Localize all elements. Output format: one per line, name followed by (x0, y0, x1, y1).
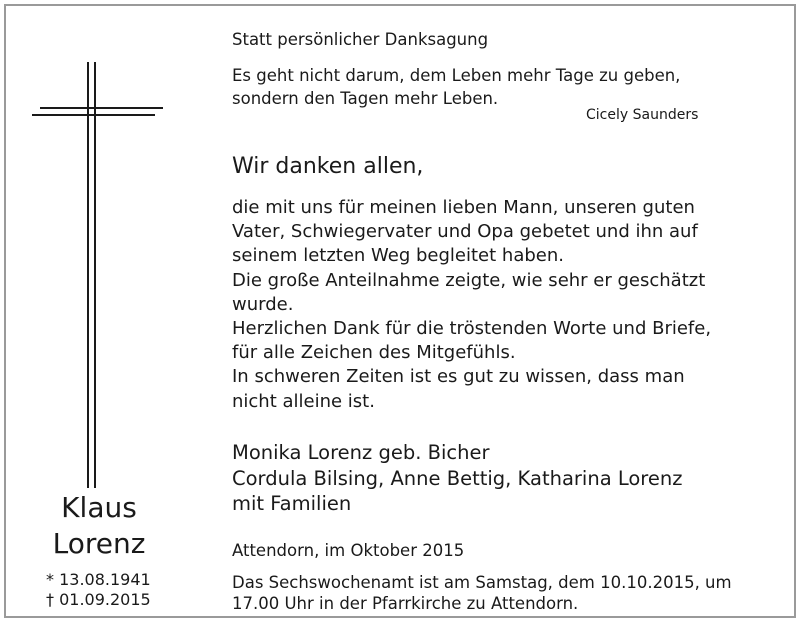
intro-heading: Statt persönlicher Danksagung (232, 30, 489, 49)
obituary-frame (4, 4, 796, 618)
quote-line: sondern den Tagen mehr Leben. (232, 89, 499, 108)
notice-line: 17.00 Uhr in der Pfarrkirche zu Attendorn. (232, 594, 579, 613)
thanks-line: In schweren Zeiten ist es gut zu wissen, dass man (232, 366, 685, 388)
cross-vertical-line (87, 62, 89, 488)
signer-line-2: Cordula Bilsing, Anne Bettig, Katharina Lorenz (232, 466, 683, 490)
signer-line-3: mit Familien (232, 492, 352, 515)
thanks-text (232, 196, 711, 414)
death-date: † 01.09.2015 (46, 590, 151, 609)
signer-widow-name: Monika Lorenz (232, 441, 373, 464)
birth-date: * 13.08.1941 (46, 570, 151, 589)
thanks-line: seinem letzten Weg begleitet haben. (232, 245, 564, 267)
quote-author: Cicely Saunders (586, 107, 699, 123)
thanks-line: die mit uns für meinen lieben Mann, unseren guten (232, 197, 695, 218)
signer-line-1 (232, 440, 682, 466)
mass-notice (232, 572, 732, 614)
cross-horizontal-line (40, 107, 163, 109)
thanks-line: Vater, Schwiegervater und Opa gebetet und ihn auf (232, 221, 698, 243)
notice-line: Das Sechswochenamt ist am Samstag, dem 10.10.2015, um (232, 573, 732, 592)
quote-line: Es geht nicht darum, dem Leben mehr Tage zu geben, (232, 66, 681, 85)
thanks-line: wurde. (232, 293, 294, 315)
deceased-first-name: Klaus (61, 491, 137, 524)
thanks-line: Die große Anteilnahme zeigte, wie sehr er geschätzt (232, 269, 706, 291)
signers (232, 440, 682, 517)
deceased-last-name: Lorenz (52, 527, 146, 560)
place-date: Attendorn, im Oktober 2015 (232, 541, 465, 560)
thanks-line: nicht alleine ist. (232, 390, 375, 412)
quote (232, 64, 680, 110)
cross-vertical-line (94, 62, 96, 488)
thanks-heading: Wir danken allen, (232, 154, 424, 179)
thanks-line: für alle Zeichen des Mitgefühls. (232, 342, 516, 364)
signer-widow-maiden-name: geb. Bicher (372, 441, 490, 464)
thanks-line: Herzlichen Dank für die tröstenden Worte und Briefe, (232, 318, 712, 340)
cross-horizontal-line (32, 114, 155, 116)
